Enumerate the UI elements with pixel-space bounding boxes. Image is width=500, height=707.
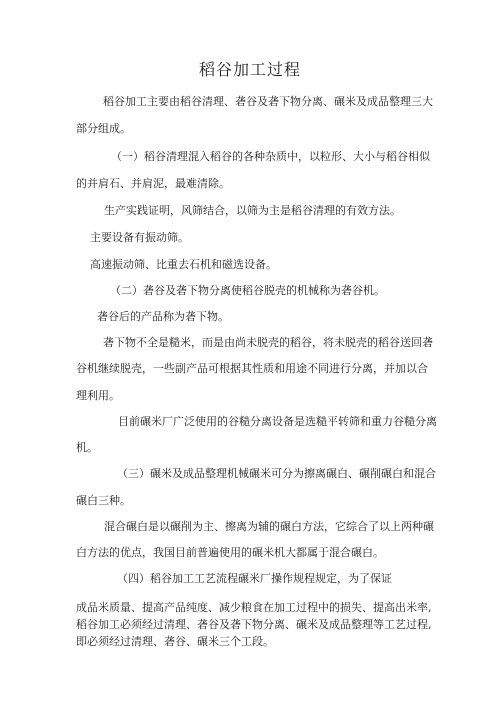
paragraph-line: 即必须经过清理、砻谷、碾米三个工段。 — [76, 635, 274, 648]
paragraph-line: 砻谷后的产品称为砻下物。 — [97, 310, 229, 323]
paragraph-line: 理利用。 — [76, 389, 120, 402]
paragraph-line: （一）稻谷清理混入稻谷的各种杂质中，以粒形、大小与稻谷相似 — [111, 150, 430, 163]
paragraph-line: 部分组成。 — [76, 122, 131, 135]
paragraph-line: 目前碾米厂广泛使用的谷糙分离设备是选糙平转筛和重力谷糙分离 — [118, 415, 437, 428]
document-title: 稻谷加工过程 — [198, 60, 301, 79]
paragraph-line: 稻谷加工主要由稻谷清理、砻谷及砻下物分离、碾米及成品整理三大 — [103, 95, 433, 108]
paragraph-line: 谷机继续脱壳，一些副产品可根据其性质和用途不同进行分离，并加以合 — [76, 362, 428, 375]
paragraph-line: 高速振动筛、比重去石机和磁选设备。 — [90, 258, 277, 271]
paragraph-line: 生产实践证明，风筛结合，以筛为主是稻谷清理的有效方法。 — [104, 204, 401, 217]
paragraph-line: 混合碾白是以碾削为主、擦离为辅的碾白方法，它综合了以上两种碾 — [104, 520, 434, 533]
paragraph-line: （三）碾米及成品整理机械碾米可分为擦离碾白、碾削碾白和混合 — [117, 467, 436, 480]
paragraph-line: 的并肩石、并肩泥，最难清除。 — [76, 177, 230, 190]
paragraph-line: 稻谷加工必须经过清理、砻谷及砻下物分离、碾米及成品整理等工艺过程, — [76, 618, 432, 631]
paragraph-line: 主要设备有振动筛。 — [90, 231, 189, 244]
paragraph-line: （二）砻谷及砻下物分离使稻谷脱壳的机械称为砻谷机。 — [110, 284, 385, 297]
paragraph-line: 碾白三种。 — [76, 494, 131, 507]
paragraph-line: （四）稻谷加工工艺流程碾米厂操作规程规定，为了保证 — [117, 572, 392, 585]
paragraph-line: 砻下物不全是糙米，而是由尚未脱壳的稻谷，将未脱壳的稻谷送回砻 — [103, 336, 433, 349]
paragraph-line: 成品米质量、提高产品纯度、减少粮食在加工过程中的损失、提高出米率, — [76, 601, 432, 614]
paragraph-line: 机。 — [76, 441, 98, 454]
paragraph-line: 白方法的优点，我国目前普遍使用的碾米机大都属于混合碾白。 — [76, 546, 384, 559]
